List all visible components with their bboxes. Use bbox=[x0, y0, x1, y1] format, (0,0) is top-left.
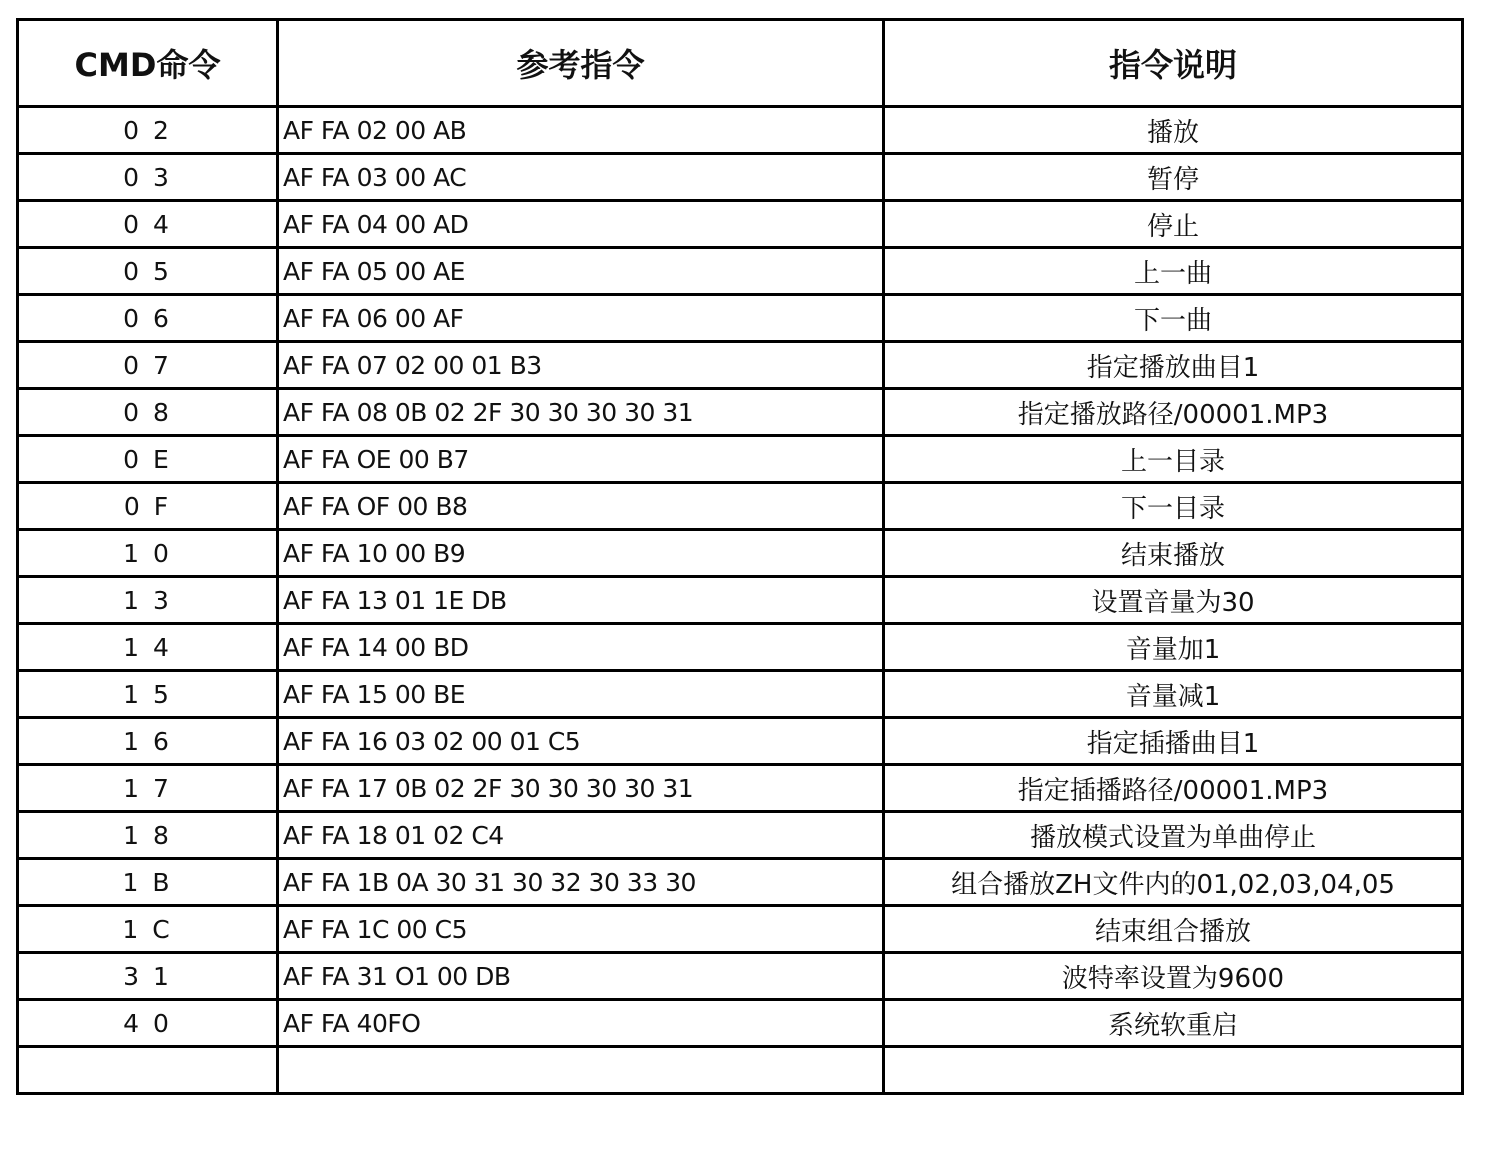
command-description-cell: 下一曲 bbox=[884, 295, 1463, 342]
command-description-cell: 上一曲 bbox=[884, 248, 1463, 295]
header-cmd: CMD命令 bbox=[18, 20, 278, 107]
reference-command-cell: AF FA 07 02 00 01 B3 bbox=[278, 342, 884, 389]
command-description-cell: 波特率设置为9600 bbox=[884, 953, 1463, 1000]
command-description-cell: 上一目录 bbox=[884, 436, 1463, 483]
cmd-code-cell: 3 1 bbox=[18, 953, 278, 1000]
reference-command-cell: AF FA 40FO bbox=[278, 1000, 884, 1047]
table-row bbox=[18, 765, 1463, 812]
table-row bbox=[18, 859, 1463, 906]
command-sheet bbox=[16, 18, 1464, 1095]
command-description-cell: 暂停 bbox=[884, 154, 1463, 201]
reference-command-cell: AF FA OE 00 B7 bbox=[278, 436, 884, 483]
table-row bbox=[18, 107, 1463, 154]
cmd-code-cell: 0 5 bbox=[18, 248, 278, 295]
cmd-code-cell: 0 8 bbox=[18, 389, 278, 436]
table-row bbox=[18, 154, 1463, 201]
cmd-code-cell: 0 7 bbox=[18, 342, 278, 389]
header-command-description: 指令说明 bbox=[884, 20, 1463, 107]
reference-command-cell bbox=[278, 1047, 884, 1094]
cmd-code-cell: 1 0 bbox=[18, 530, 278, 577]
table-row bbox=[18, 295, 1463, 342]
cmd-code-cell: 0 6 bbox=[18, 295, 278, 342]
command-description-cell: 播放 bbox=[884, 107, 1463, 154]
cmd-code-cell: 1 C bbox=[18, 906, 278, 953]
cmd-code-cell: 0 E bbox=[18, 436, 278, 483]
table-row bbox=[18, 906, 1463, 953]
command-description-cell: 组合播放ZH文件内的01,02,03,04,05 bbox=[884, 859, 1463, 906]
command-description-cell: 结束组合播放 bbox=[884, 906, 1463, 953]
reference-command-cell: AF FA 18 01 02 C4 bbox=[278, 812, 884, 859]
command-description-cell: 下一目录 bbox=[884, 483, 1463, 530]
cmd-code-cell: 0 4 bbox=[18, 201, 278, 248]
table-row bbox=[18, 483, 1463, 530]
table-row bbox=[18, 530, 1463, 577]
reference-command-cell: AF FA 31 O1 00 DB bbox=[278, 953, 884, 1000]
reference-command-cell: AF FA 14 00 BD bbox=[278, 624, 884, 671]
command-description-cell bbox=[884, 1047, 1463, 1094]
reference-command-cell: AF FA 15 00 BE bbox=[278, 671, 884, 718]
command-description-cell: 结束播放 bbox=[884, 530, 1463, 577]
table-row bbox=[18, 342, 1463, 389]
reference-command-cell: AF FA 08 0B 02 2F 30 30 30 30 31 bbox=[278, 389, 884, 436]
cmd-code-cell: 0 2 bbox=[18, 107, 278, 154]
cmd-code-cell: 1 7 bbox=[18, 765, 278, 812]
reference-command-cell: AF FA OF 00 B8 bbox=[278, 483, 884, 530]
command-description-cell: 停止 bbox=[884, 201, 1463, 248]
reference-command-cell: AF FA 10 00 B9 bbox=[278, 530, 884, 577]
table-row bbox=[18, 577, 1463, 624]
header-row bbox=[18, 20, 1463, 107]
reference-command-cell: AF FA 1C 00 C5 bbox=[278, 906, 884, 953]
cmd-code-cell: 1 8 bbox=[18, 812, 278, 859]
command-description-cell: 音量加1 bbox=[884, 624, 1463, 671]
cmd-code-cell: 0 3 bbox=[18, 154, 278, 201]
cmd-code-cell: 1 6 bbox=[18, 718, 278, 765]
command-description-cell: 系统软重启 bbox=[884, 1000, 1463, 1047]
cmd-code-cell: 1 5 bbox=[18, 671, 278, 718]
reference-command-cell: AF FA 13 01 1E DB bbox=[278, 577, 884, 624]
command-description-cell: 指定插播曲目1 bbox=[884, 718, 1463, 765]
reference-command-cell: AF FA 17 0B 02 2F 30 30 30 30 31 bbox=[278, 765, 884, 812]
reference-command-cell: AF FA 1B 0A 30 31 30 32 30 33 30 bbox=[278, 859, 884, 906]
table-row bbox=[18, 436, 1463, 483]
cmd-code-cell: 1 B bbox=[18, 859, 278, 906]
table-row bbox=[18, 812, 1463, 859]
cmd-code-cell: 1 3 bbox=[18, 577, 278, 624]
table-row bbox=[18, 953, 1463, 1000]
cmd-code-cell: 4 0 bbox=[18, 1000, 278, 1047]
command-description-cell: 音量减1 bbox=[884, 671, 1463, 718]
table-row bbox=[18, 1047, 1463, 1094]
table-row bbox=[18, 718, 1463, 765]
reference-command-cell: AF FA 02 00 AB bbox=[278, 107, 884, 154]
table-row bbox=[18, 624, 1463, 671]
reference-command-cell: AF FA 06 00 AF bbox=[278, 295, 884, 342]
command-description-cell: 指定播放路径/00001.MP3 bbox=[884, 389, 1463, 436]
table-row bbox=[18, 1000, 1463, 1047]
reference-command-cell: AF FA 04 00 AD bbox=[278, 201, 884, 248]
header-reference-command: 参考指令 bbox=[278, 20, 884, 107]
table-row bbox=[18, 248, 1463, 295]
command-description-cell: 播放模式设置为单曲停止 bbox=[884, 812, 1463, 859]
cmd-code-cell: 1 4 bbox=[18, 624, 278, 671]
reference-command-cell: AF FA 16 03 02 00 01 C5 bbox=[278, 718, 884, 765]
cmd-code-cell bbox=[18, 1047, 278, 1094]
command-table bbox=[16, 18, 1464, 1095]
reference-command-cell: AF FA 05 00 AE bbox=[278, 248, 884, 295]
table-row bbox=[18, 201, 1463, 248]
cmd-code-cell: 0 F bbox=[18, 483, 278, 530]
table-row bbox=[18, 671, 1463, 718]
command-description-cell: 设置音量为30 bbox=[884, 577, 1463, 624]
command-description-cell: 指定播放曲目1 bbox=[884, 342, 1463, 389]
reference-command-cell: AF FA 03 00 AC bbox=[278, 154, 884, 201]
table-body bbox=[18, 107, 1463, 1094]
table-row bbox=[18, 389, 1463, 436]
command-description-cell: 指定插播路径/00001.MP3 bbox=[884, 765, 1463, 812]
